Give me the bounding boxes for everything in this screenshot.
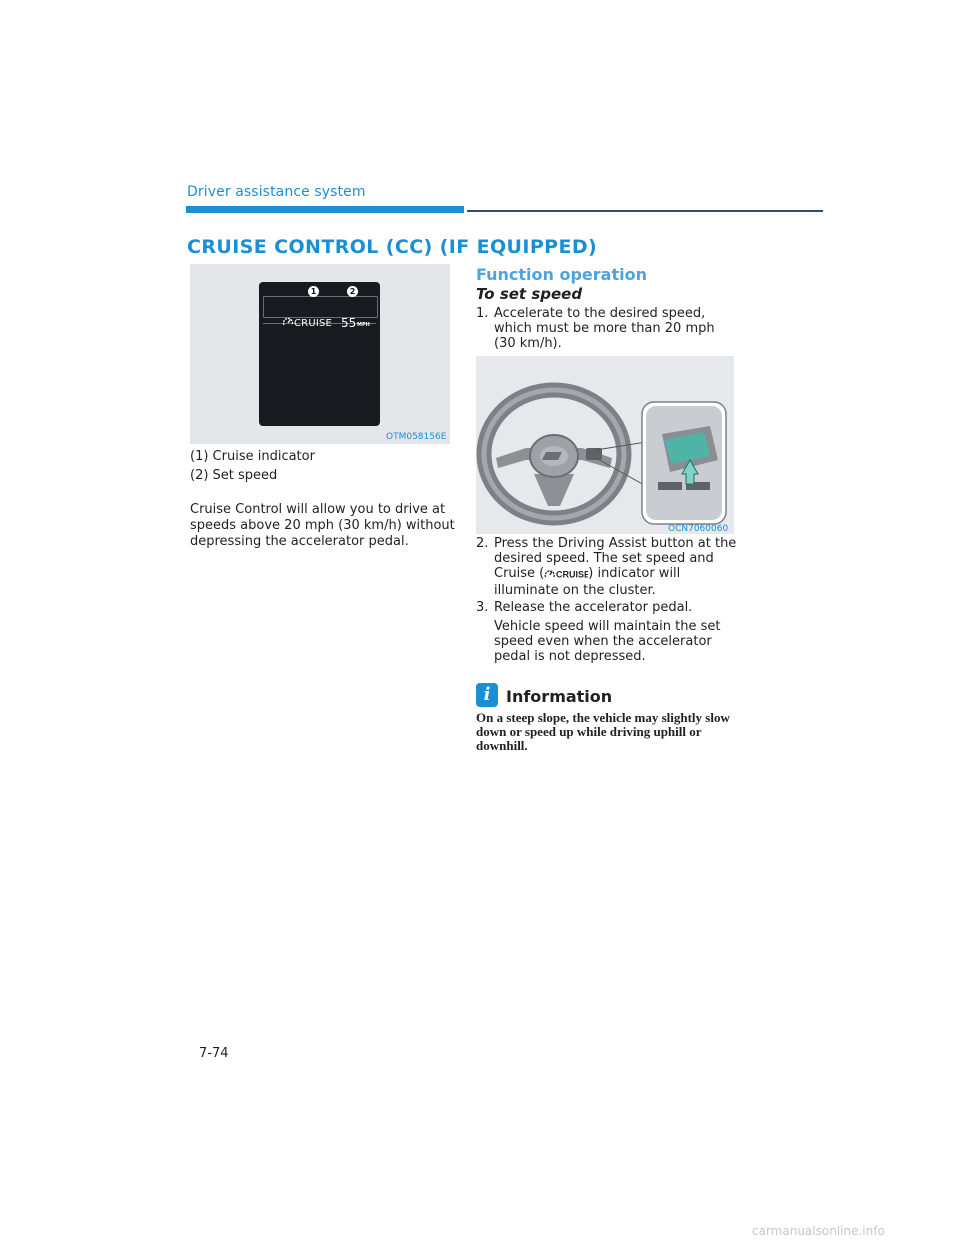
cluster-cruise-label: CRUISE xyxy=(294,318,333,329)
step-2 xyxy=(476,536,738,600)
description-paragraph: Cruise Control will allow you to drive at speeds above 20 mph (30 km/h) without depressing the accelerator pedal. xyxy=(190,502,455,549)
callout-badge-2: 2 xyxy=(347,286,358,297)
cluster-speed-unit: MPH xyxy=(357,322,370,328)
step-2-number: 2. xyxy=(476,536,489,551)
step-1-number: 1. xyxy=(476,306,489,321)
figure-code-steering: OCN7060060 xyxy=(668,524,729,534)
svg-text:CRUISE: CRUISE xyxy=(556,569,589,579)
page-heading: CRUISE CONTROL (CC) (IF EQUIPPED) xyxy=(187,236,598,258)
header-rule-thick xyxy=(186,206,464,213)
cruise-indicator-icon xyxy=(544,568,588,583)
cluster-top-bar xyxy=(263,296,378,318)
set-speed-subheading: To set speed xyxy=(476,285,583,303)
steering-wheel-figure xyxy=(476,356,734,534)
step-3-number: 3. xyxy=(476,600,489,615)
step-3-paragraph: Vehicle speed will maintain the set speed even when the accelerator pedal is not depressed. xyxy=(494,619,721,664)
cluster-figure xyxy=(190,264,450,444)
steering-wheel-illustration xyxy=(476,356,734,534)
watermark: carmanualsonline.info xyxy=(752,1224,885,1238)
legend-item-2: (2) Set speed xyxy=(190,468,278,483)
header-rule-thin xyxy=(467,210,823,212)
figure-code-cluster: OTM058156E xyxy=(386,432,447,442)
step-3 xyxy=(476,600,738,620)
cruise-speedometer-icon xyxy=(282,316,294,328)
cluster-screen xyxy=(259,282,380,426)
step-3-text: Release the accelerator pedal. xyxy=(494,600,693,615)
step-1 xyxy=(476,306,738,354)
step-2-text-before: Press the Driving Assist button at the desired speed. The set speed and Cruise ( xyxy=(494,536,737,581)
function-operation-heading: Function operation xyxy=(476,265,647,284)
information-heading: Information xyxy=(506,687,613,706)
cluster-set-speed: 55 xyxy=(341,316,357,330)
section-title: Driver assistance system xyxy=(187,184,366,200)
step-1-text: Accelerate to the desired speed, which must be more than 20 mph (30 km/h). xyxy=(494,306,715,351)
page-number: 7-74 xyxy=(199,1046,229,1061)
information-body: On a steep slope, the vehicle may slightly slow down or speed up while driving uphill or downhill. xyxy=(476,710,730,753)
step-2-text xyxy=(494,536,739,598)
step-2-text-after: ) indicator will illuminate on the cluster. xyxy=(494,566,681,598)
callout-badge-1: 1 xyxy=(308,286,319,297)
information-icon: i xyxy=(476,683,498,707)
legend-item-1: (1) Cruise indicator xyxy=(190,449,315,464)
